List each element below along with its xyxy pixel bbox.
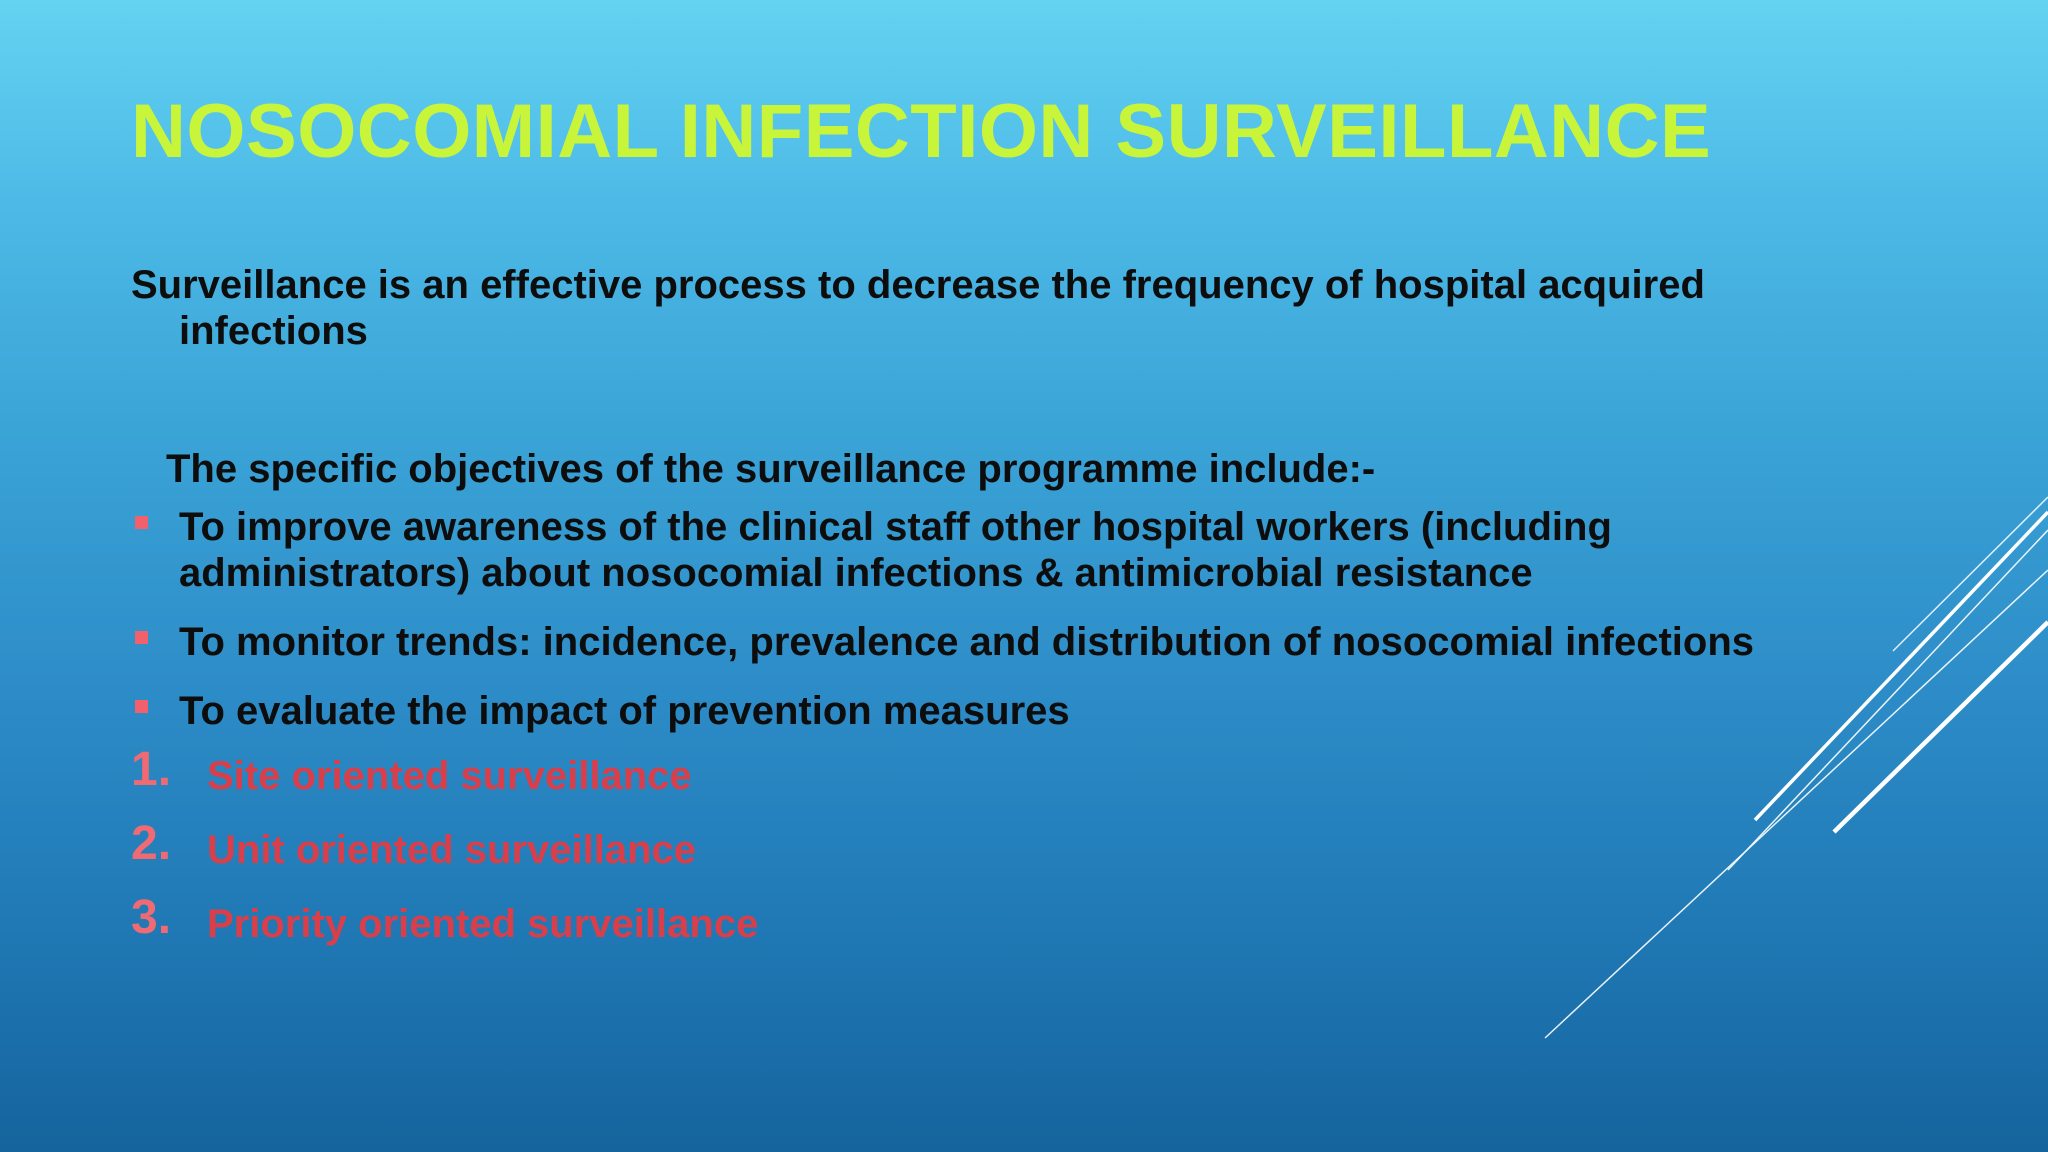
objectives-heading: The specific objectives of the surveillance programme include:-	[166, 447, 1376, 491]
slide-title: NOSOCOMIAL INFECTION SURVEILLANCE	[131, 89, 1712, 174]
bullet-text: To monitor trends: incidence, prevalence and distribution of nosocomial infections	[179, 620, 1754, 664]
list-number: 2.	[131, 817, 172, 870]
list-number: 1.	[131, 743, 172, 796]
decoration-line	[1893, 497, 2048, 651]
decoration-line	[1728, 530, 2048, 870]
intro-paragraph: Surveillance is an effective process to decrease the frequency of hospital acquired infections	[131, 263, 1705, 353]
list-item-text: Priority oriented surveillance	[207, 902, 759, 946]
bullet-text: To evaluate the impact of prevention measures	[179, 689, 1070, 733]
bullet-text: To improve awareness of the clinical staff other hospital workers (including administrators) about nosocomial infections & antimicrobial resistance	[179, 505, 1612, 595]
decoration-line	[1834, 622, 2048, 832]
list-item-text: Site oriented surveillance	[207, 754, 692, 798]
list-number: 3.	[131, 891, 172, 944]
list-item-text: Unit oriented surveillance	[207, 828, 697, 872]
decoration-line	[1545, 570, 2048, 1038]
